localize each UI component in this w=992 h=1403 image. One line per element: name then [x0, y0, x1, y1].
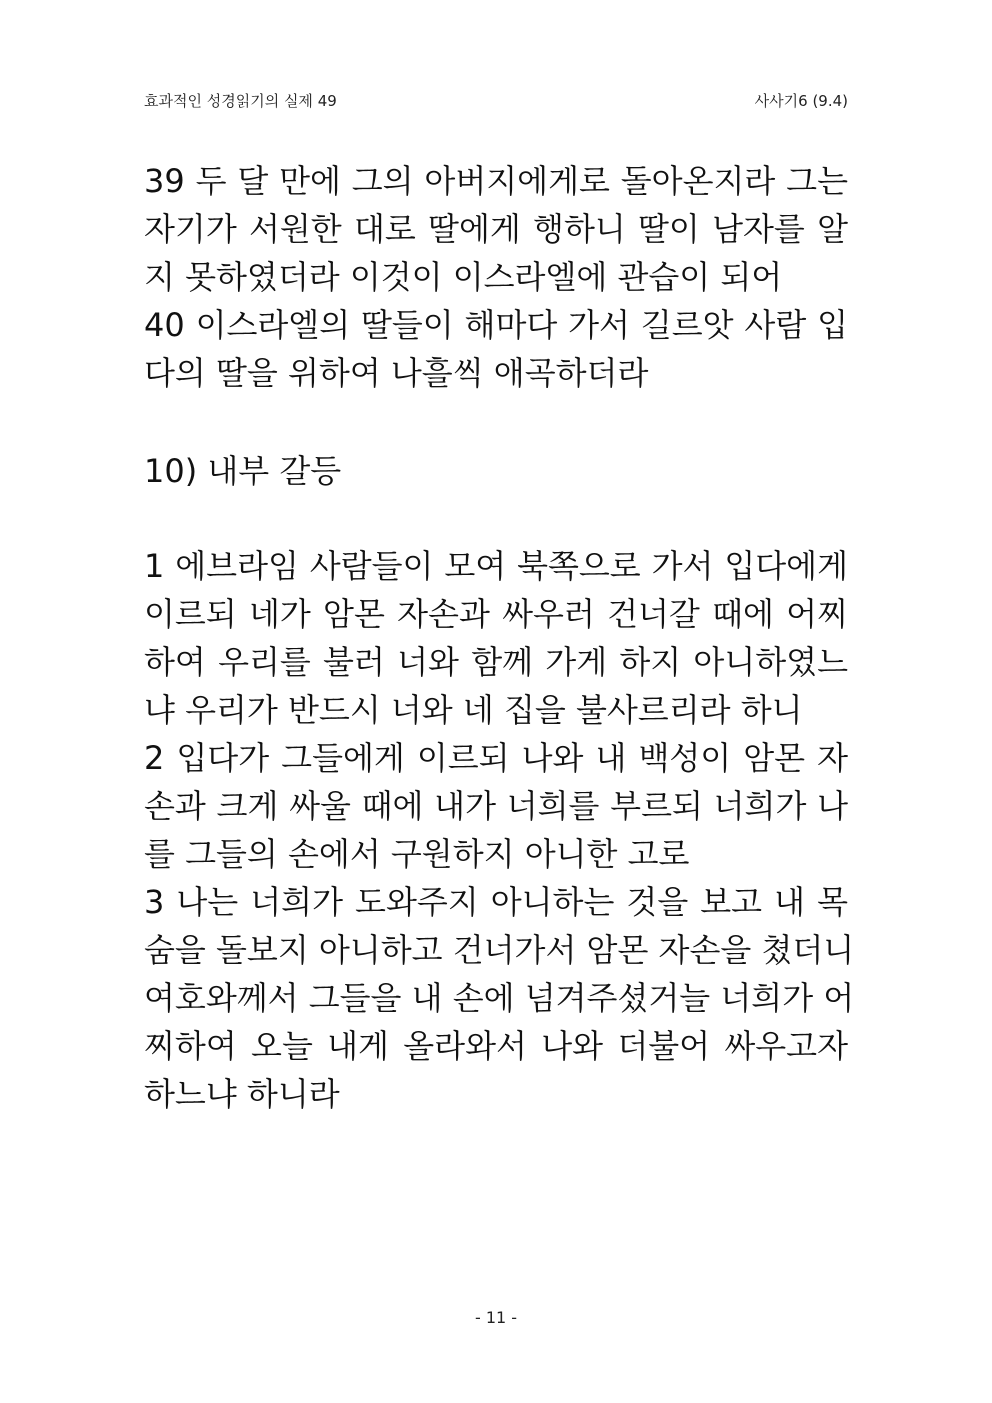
- text-line: 를 그들의 손에서 구원하지 아니한 고로: [144, 835, 690, 873]
- scripture-passage-judges-12: [144, 542, 855, 1118]
- text-line: 40 이스라엘의 딸들이 해마다 가서 길르앗 사람 입: [144, 306, 848, 344]
- page-header: [144, 90, 848, 116]
- text-line: 자기가 서원한 대로 딸에게 행하니 딸이 남자를 알: [144, 210, 848, 248]
- scripture-passage-judges-11: [144, 157, 848, 397]
- text-line: 하여 우리를 불러 너와 함께 가게 하지 아니하였느: [144, 643, 848, 681]
- text-line: 3 나는 너희가 도와주지 아니하는 것을 보고 내 목: [144, 883, 848, 921]
- text-line: 이르되 네가 암몬 자손과 싸우러 건너갈 때에 어찌: [144, 595, 848, 633]
- text-line: 손과 크게 싸울 때에 내가 너희를 부르되 너희가 나: [144, 787, 848, 825]
- header-book-title: 효과적인 성경읽기의 실제 49: [144, 92, 337, 110]
- text-line: 찌하여 오늘 내게 올라와서 나와 더불어 싸우고자: [144, 1027, 848, 1065]
- text-line: 1 에브라임 사람들이 모여 북쪽으로 가서 입다에게: [144, 547, 848, 585]
- text-line: 하느냐 하니라: [144, 1075, 340, 1113]
- text-line: 냐 우리가 반드시 너와 네 집을 불사르리라 하니: [144, 691, 803, 729]
- header-chapter-date: 사사기6 (9.4): [754, 92, 848, 110]
- text-line: 숨을 돌보지 아니하고 건너가서 암몬 자손을 쳤더니: [144, 931, 855, 969]
- page-number: - 11 -: [474, 1308, 518, 1327]
- section-heading: 10) 내부 갈등: [144, 452, 342, 490]
- text-line: 여호와께서 그들을 내 손에 넘겨주셨거늘 너희가 어: [144, 979, 855, 1017]
- text-line: 39 두 달 만에 그의 아버지에게로 돌아온지라 그는: [144, 162, 848, 200]
- text-line: 다의 딸을 위하여 나흘씩 애곡하더라: [144, 354, 649, 392]
- text-line: 2 입다가 그들에게 이르되 나와 내 백성이 암몬 자: [144, 739, 848, 777]
- text-line: 지 못하였더라 이것이 이스라엘에 관습이 되어: [144, 258, 783, 296]
